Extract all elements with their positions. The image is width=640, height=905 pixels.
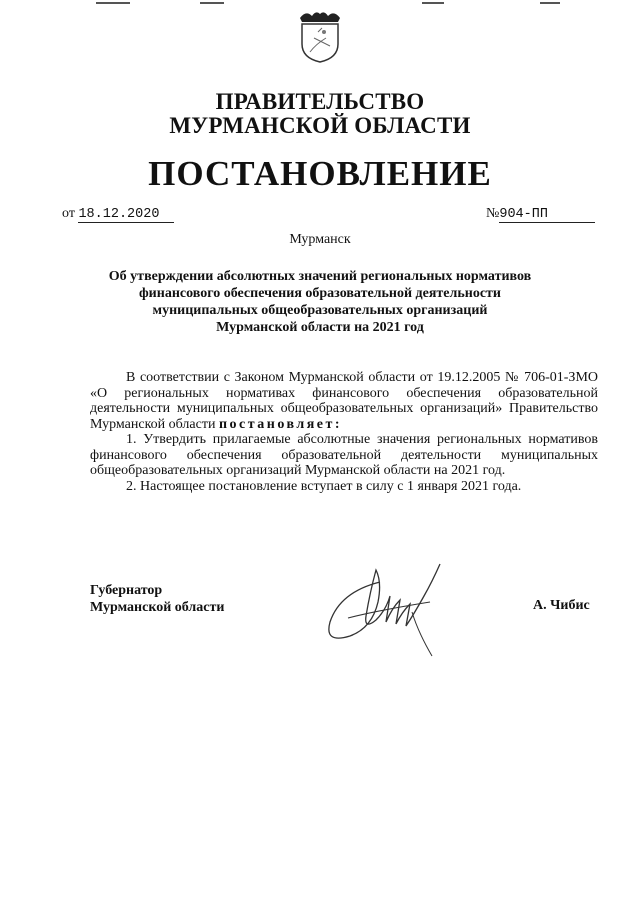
city: Мурманск bbox=[289, 232, 351, 247]
item-2-paragraph: 2. Настоящее постановление вступает в силу с 1 января 2021 года. bbox=[126, 478, 522, 494]
subject-line: муниципальных общеобразовательных организаций bbox=[152, 303, 488, 318]
document-subject bbox=[0, 268, 640, 336]
item-1-paragraph: 1. Утвердить прилагаемые абсолютные значения региональных нормативов финансового обеспечения образовательной деятельности муниципальных общеобразовательных организаций Мурманской области на 2021 год. bbox=[90, 432, 598, 478]
date-line bbox=[62, 206, 174, 223]
document-type: ПОСТАНОВЛЕНИЕ bbox=[148, 154, 492, 193]
coat-of-arms-icon bbox=[296, 8, 344, 64]
subject-line: финансового обеспечения образовательной деятельности bbox=[139, 286, 501, 301]
signatory-title bbox=[90, 582, 224, 616]
preamble-paragraph: В соответствии с Законом Мурманской области от 19.12.2005 № 706-01-ЗМО «О региональных нормативах финансового обеспечения образовательной деятельности муниципальных общеобразовательных организаций» Правительство Мурманской области постановляет: bbox=[90, 370, 598, 432]
scan-top-marks bbox=[0, 0, 640, 6]
signatory-title-line1: Губернатор bbox=[90, 583, 163, 598]
subject-line: Мурманской области на 2021 год bbox=[216, 320, 424, 335]
resolves-word: постановляет: bbox=[218, 416, 343, 432]
subject-line: Об утверждении абсолютных значений региональных нормативов bbox=[108, 269, 532, 284]
signatory-title-line2: Мурманской области bbox=[90, 600, 225, 615]
number-prefix: № bbox=[486, 206, 500, 221]
number-line bbox=[486, 206, 595, 223]
document-body bbox=[90, 370, 598, 494]
handwritten-signature bbox=[320, 552, 460, 662]
org-name-line2: МУРМАНСКОЙ ОБЛАСТИ bbox=[169, 113, 471, 138]
org-name-line1: ПРАВИТЕЛЬСТВО bbox=[215, 89, 425, 114]
document-number: 904-ПП bbox=[499, 207, 595, 223]
signatory-name: А. Чибис bbox=[533, 598, 590, 613]
date-prefix: от bbox=[62, 206, 75, 221]
document-date: 18.12.2020 bbox=[78, 207, 174, 223]
